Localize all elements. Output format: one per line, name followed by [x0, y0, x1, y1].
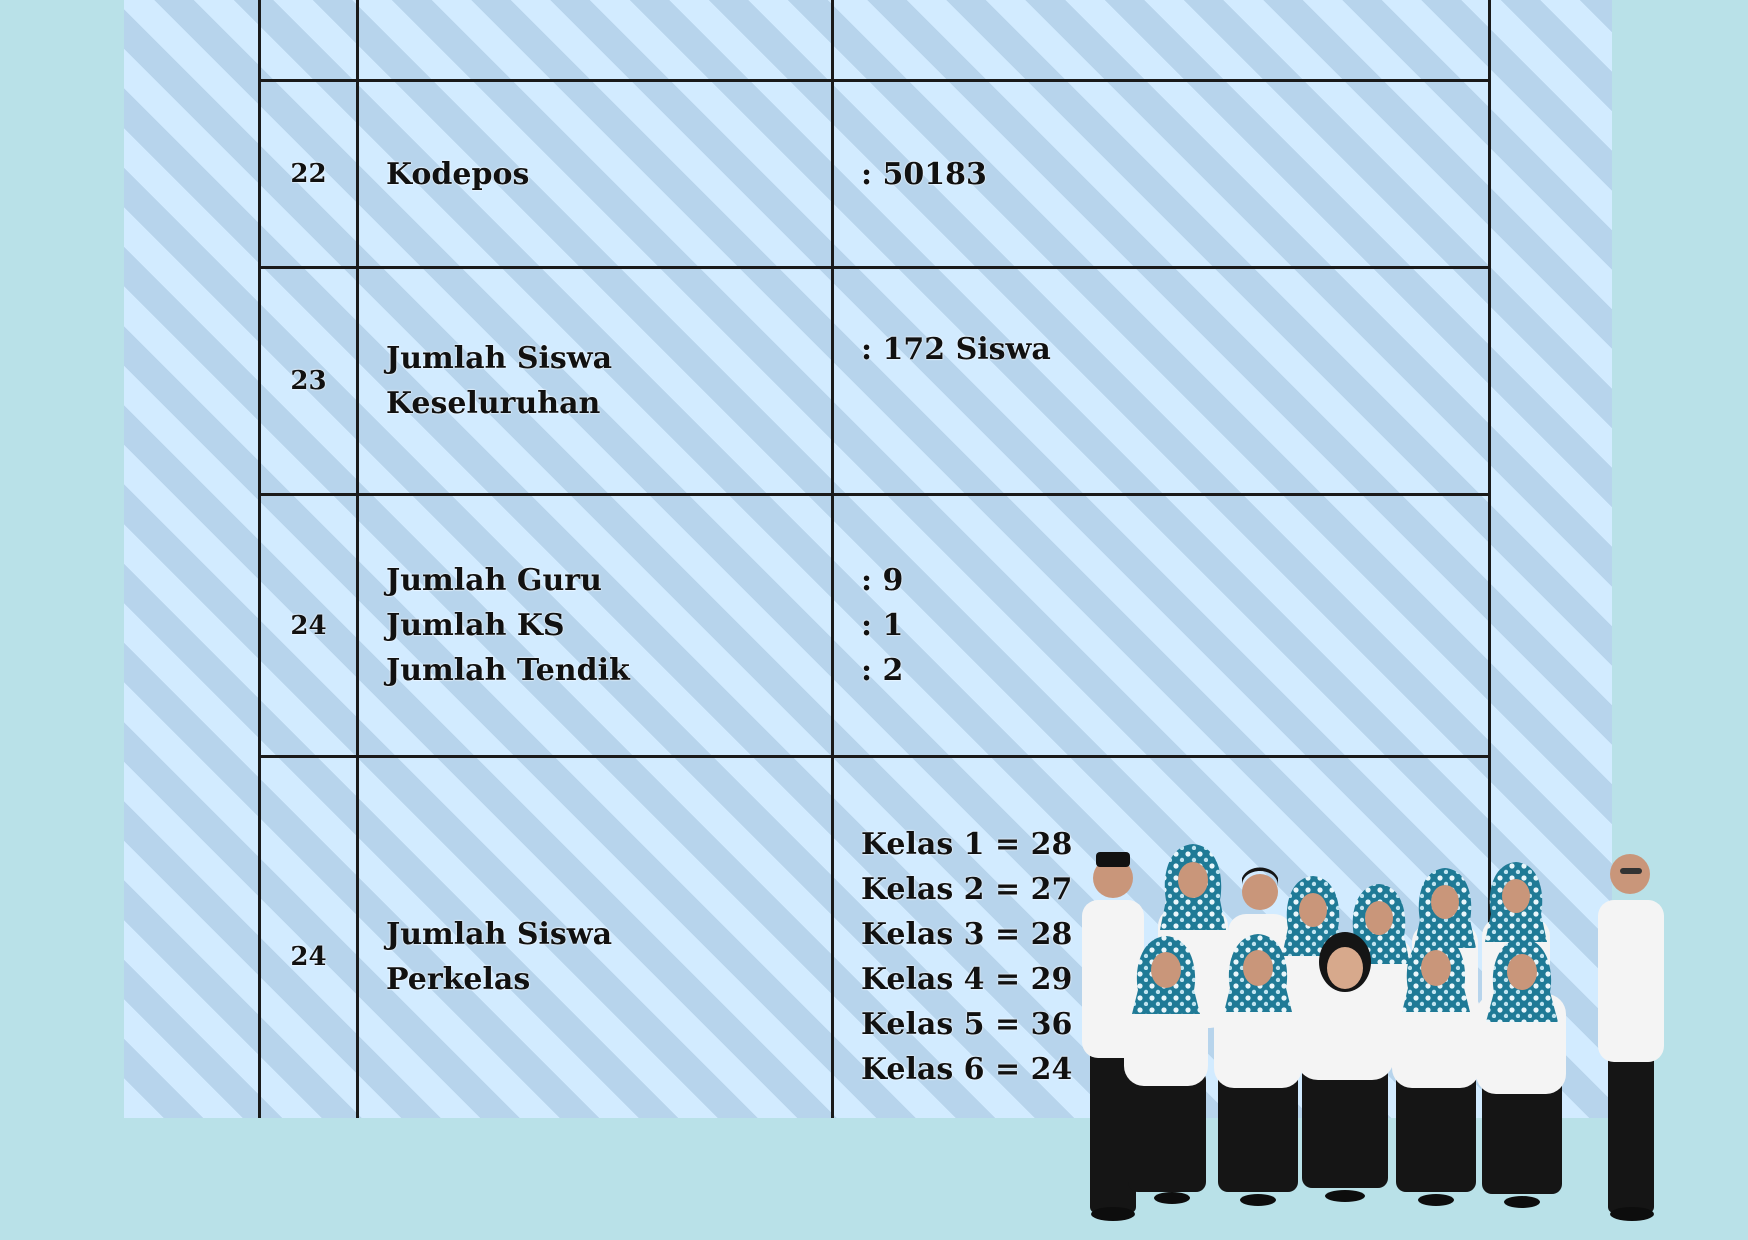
field-label: Keseluruhan	[386, 386, 601, 421]
field-value: : 172 Siswa	[861, 332, 1051, 367]
field-label: Jumlah Siswa	[386, 916, 613, 952]
field-label: Kodepos	[386, 156, 530, 192]
field-label: Jumlah KS	[386, 608, 565, 643]
row-number	[260, 0, 358, 81]
staff-group-photo	[1052, 838, 1692, 1238]
row-number: 24	[260, 757, 358, 1119]
field-label: Perkelas	[386, 961, 531, 997]
front-row	[1124, 932, 1566, 1194]
row-number: 24	[260, 495, 358, 757]
row-field	[358, 268, 833, 495]
row-value	[833, 81, 1490, 268]
row-value	[833, 0, 1490, 81]
field-value: : 2	[861, 653, 904, 688]
field-value: Kelas 4 = 29	[861, 961, 1073, 997]
row-field	[358, 495, 833, 757]
field-value: Kelas 6 = 24	[861, 1051, 1073, 1087]
person-standing-right	[1598, 854, 1664, 1213]
field-value: Kelas 3 = 28	[861, 916, 1073, 952]
field-value: Kelas 2 = 27	[861, 871, 1073, 907]
field-value: : 1	[861, 608, 904, 643]
field-label: Jumlah Tendik	[386, 653, 630, 688]
field-value: : 9	[861, 563, 904, 598]
table-row	[260, 0, 1490, 81]
row-number: 22	[260, 81, 358, 268]
table-row	[260, 268, 1490, 495]
table-row	[260, 495, 1490, 757]
row-field	[358, 0, 833, 81]
row-value	[833, 268, 1490, 495]
field-label: Jumlah Guru	[386, 563, 602, 598]
row-number: 23	[260, 268, 358, 495]
shoes	[1091, 1190, 1654, 1221]
field-value: Kelas 5 = 36	[861, 1006, 1073, 1042]
field-value: : 50183	[861, 156, 987, 192]
field-label: Jumlah Siswa	[386, 341, 613, 376]
row-field	[358, 81, 833, 268]
table-row	[260, 81, 1490, 268]
row-field	[358, 757, 833, 1119]
field-value: Kelas 1 = 28	[861, 826, 1073, 862]
row-value	[833, 495, 1490, 757]
